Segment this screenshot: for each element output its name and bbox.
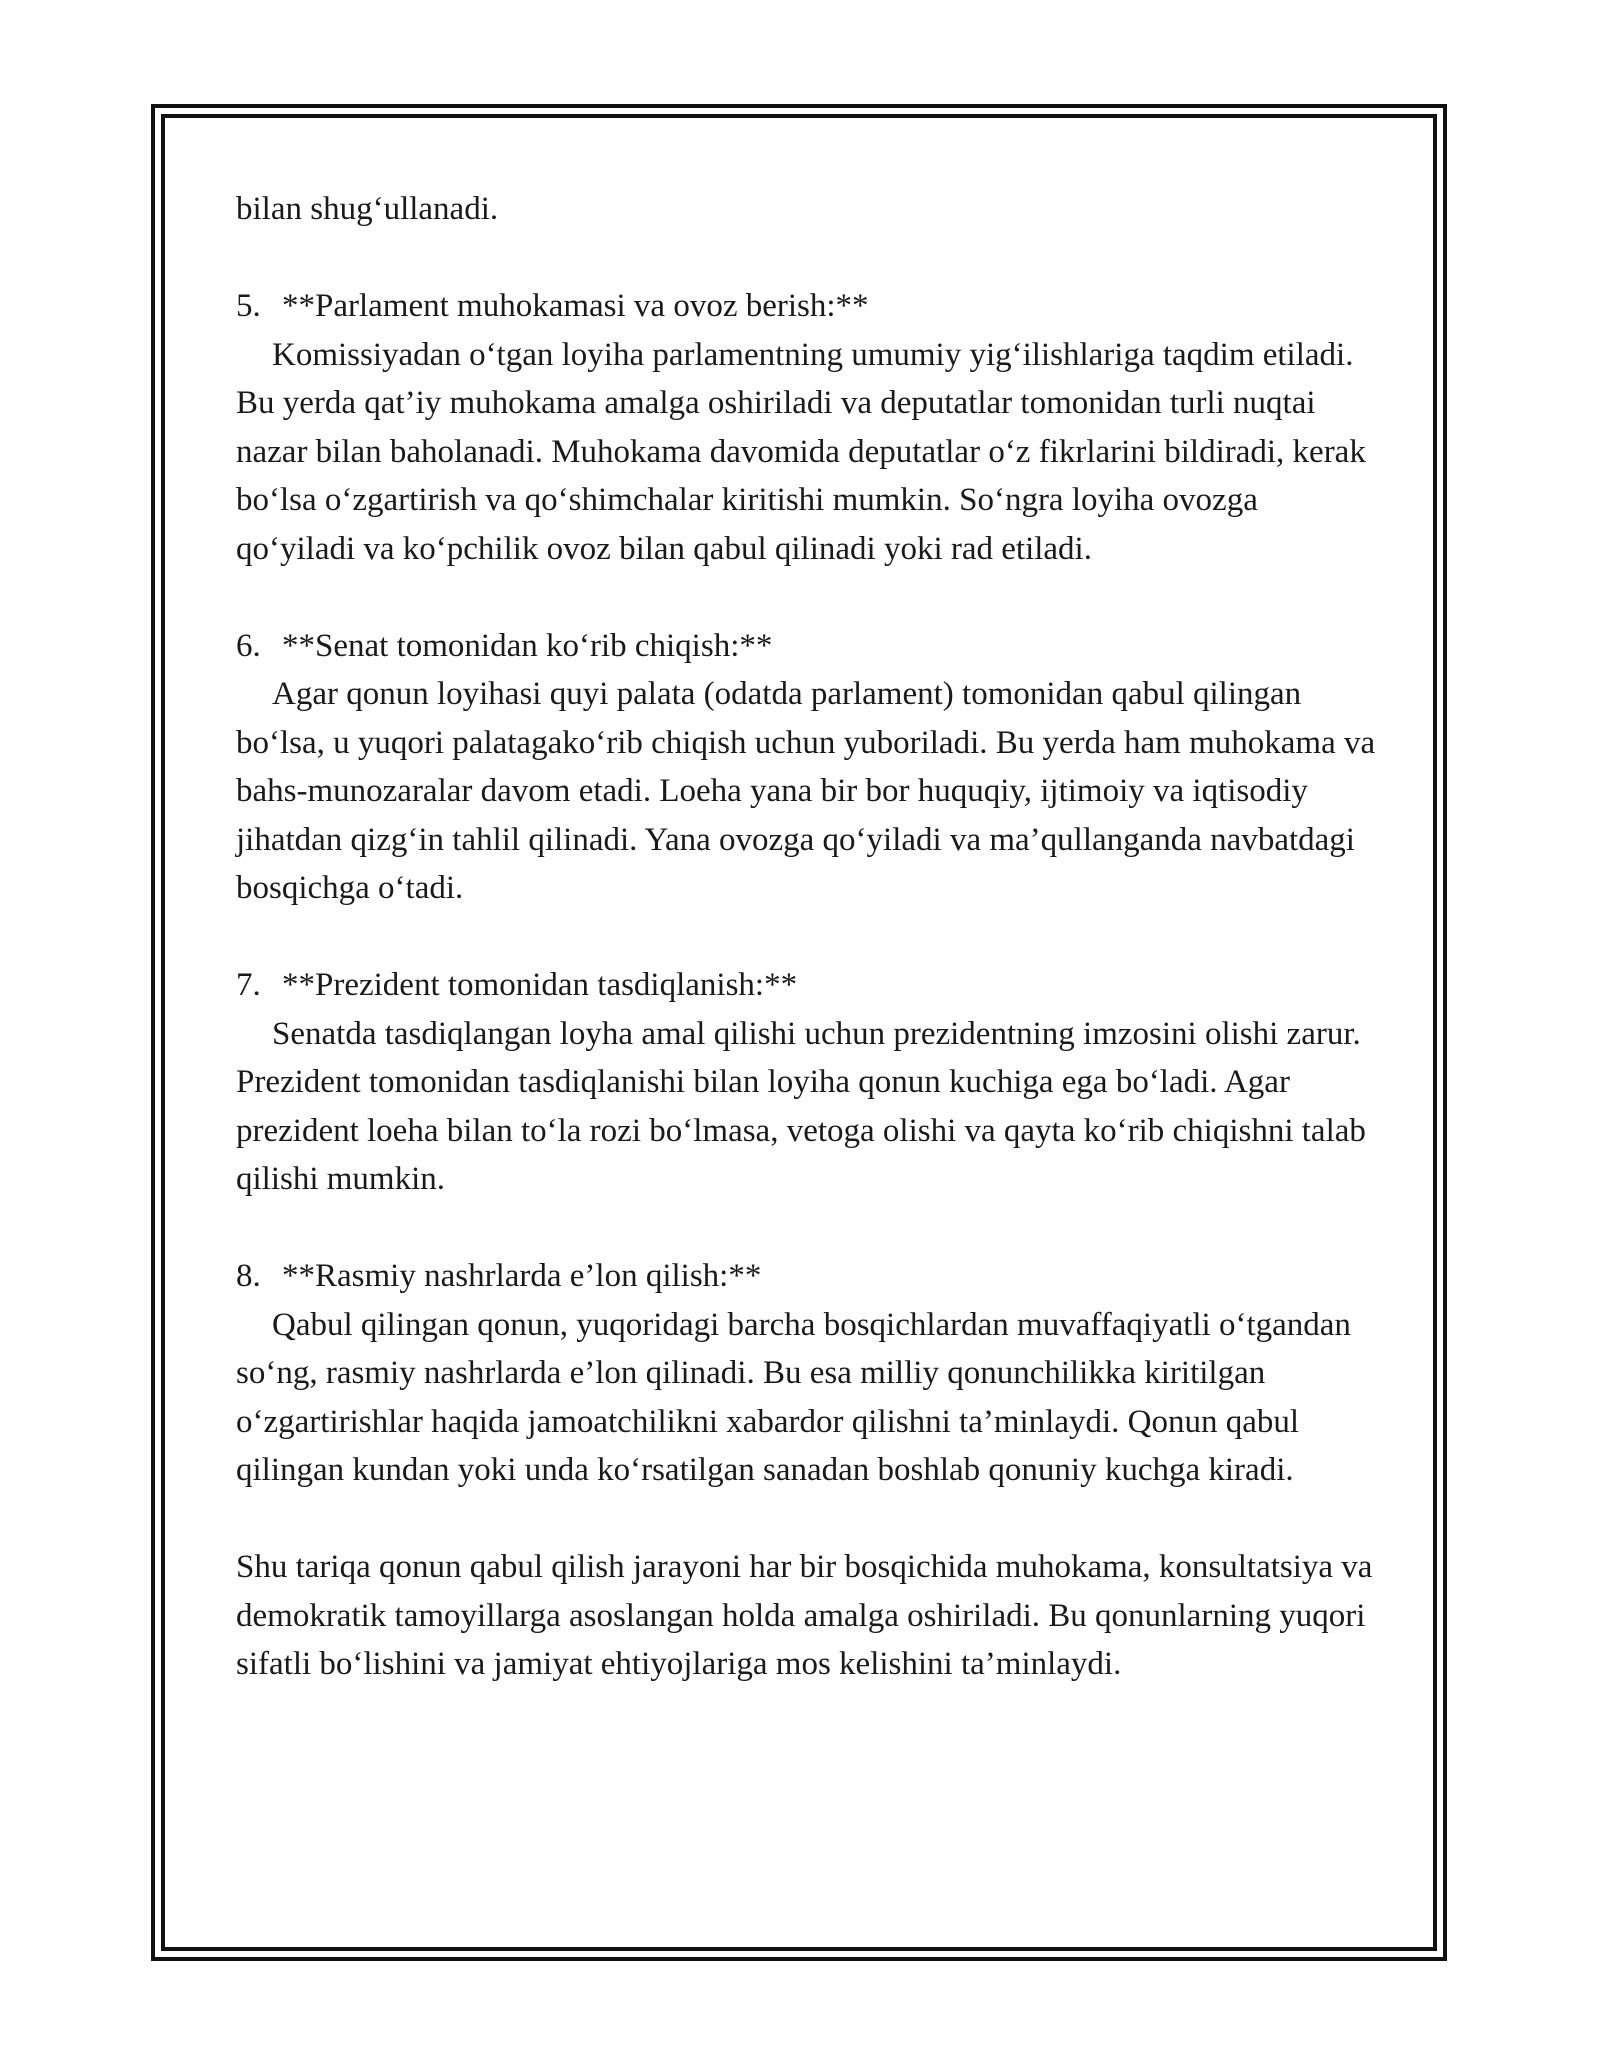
item-body: Agar qonun loyihasi quyi palata (odatda parlament) tomonidan qabul qilingan bo‘lsa, u yuqori palatagako‘rib chiqish uchun yuboriladi. Bu yerda ham muhokama va bahs-munozaralar davom etadi. Loeha yana bir bor huquqiy, ijtimoiy va iqtisodiy jihatdan qizg‘in tahlil qilinadi. Yana ovozga qo‘yiladi va ma’qullanganda navbatdagi bosqichga o‘tadi.: [236, 676, 1376, 906]
list-item: [236, 622, 1381, 913]
document-body: [236, 185, 1381, 1689]
item-heading: [236, 622, 1381, 671]
item-number: 6.: [236, 627, 261, 664]
item-heading-text: **Prezident tomonidan tasdiqlanish:**: [282, 967, 798, 1003]
item-body: Senatda tasdiqlangan loyha amal qilishi uchun prezidentning imzosini olishi zarur. Prezident tomonidan tasdiqlanishi bilan loyiha qonun kuchiga ega bo‘ladi. Agar prezident loeha bilan to‘la rozi bo‘lmasa, vetoga olishi va qayta ko‘rib chiqishni talab qilishi mumkin.: [236, 1015, 1366, 1197]
closing-paragraph: Shu tariqa qonun qabul qilish jarayoni har bir bosqichida muhokama, konsultatsiya va demokratik tamoyillarga asoslangan holda amalga oshiriladi. Bu qonunlarning yuqori sifatli bo‘lishini va jamiyat ehtiyojlariga mos kelishini ta’minlaydi.: [236, 1549, 1373, 1682]
item-heading: [236, 282, 1381, 331]
item-body: Qabul qilingan qonun, yuqoridagi barcha bosqichlardan muvaffaqiyatli o‘tgandan so‘ng, rasmiy nashrlarda e’lon qilinadi. Bu esa milliy qonunchilikka kiritilgan o‘zgartirishlar haqida jamoatchilikni xabardor qilishni ta’minlaydi. Qonun qabul qilingan kundan yoki unda ko‘rsatilgan sanadan boshlab qonuniy kuchga kiradi.: [236, 1306, 1351, 1488]
item-heading-text: **Rasmiy nashrlarda e’lon qilish:**: [282, 1258, 762, 1294]
list-item: [236, 282, 1381, 573]
list-item: [236, 1252, 1381, 1495]
lead-paragraph: bilan shug‘ullanadi.: [236, 191, 499, 227]
item-number: 7.: [236, 967, 261, 1003]
item-heading-text: **Senat tomonidan ko‘rib chiqish:**: [282, 627, 773, 664]
item-number: 8.: [236, 1258, 261, 1294]
list-item: [236, 961, 1381, 1204]
item-heading-text: **Parlament muhokamasi va ovoz berish:**: [282, 288, 869, 324]
item-heading: [236, 961, 1381, 1010]
item-heading: [236, 1252, 1381, 1301]
item-body: Komissiyadan o‘tgan loyiha parlamentning umumiy yig‘ilishlariga taqdim etiladi. Bu yerda qat’iy muhokama amalga oshiriladi va deputatlar tomonidan turli nuqtai nazar bilan baholanadi. Muhokama davomida deputatlar o‘z fikrlarini bildiradi, kerak bo‘lsa o‘zgartirish va qo‘shimchalar kiritishi mumkin. So‘ngra loyiha ovozga qo‘yiladi va ko‘pchilik ovoz bilan qabul qilinadi yoki rad etiladi.: [236, 336, 1366, 567]
item-number: 5.: [236, 288, 261, 324]
